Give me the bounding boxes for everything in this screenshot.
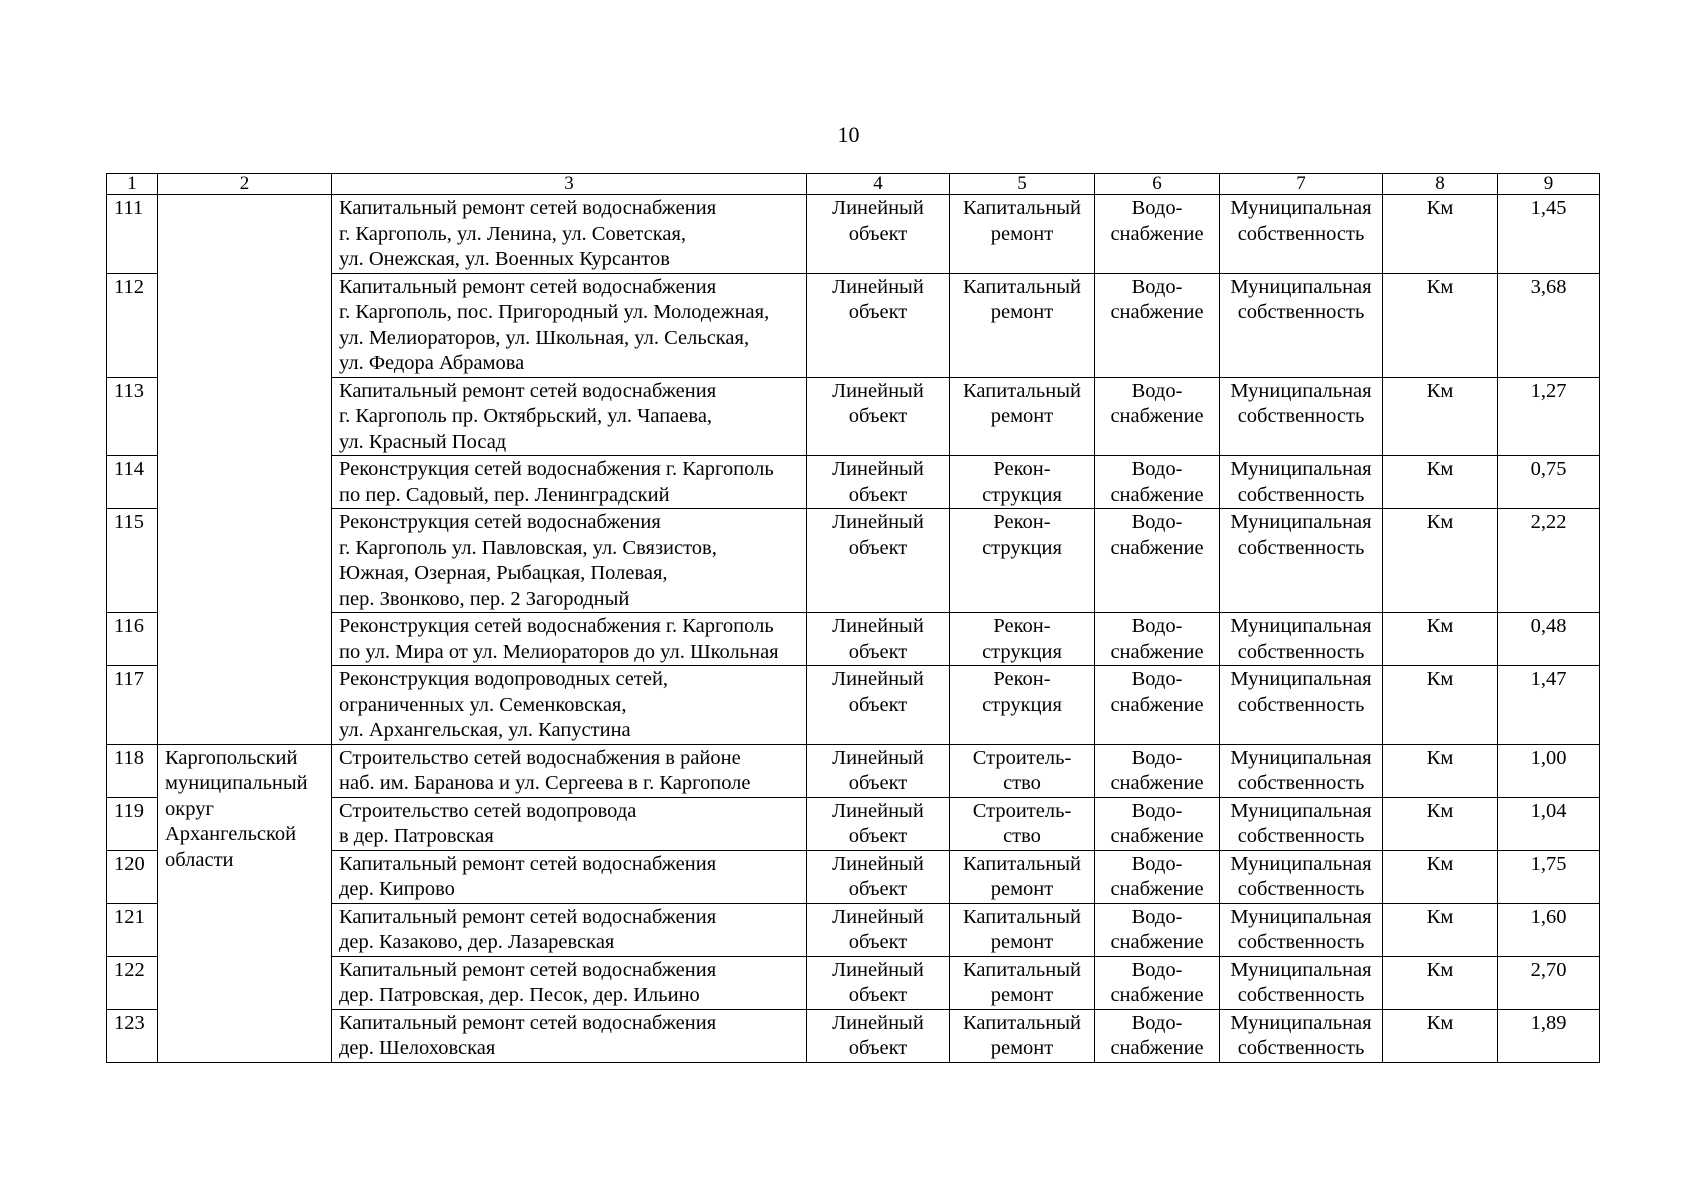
description-cell bbox=[332, 797, 807, 850]
purpose-cell bbox=[1095, 456, 1220, 509]
cell-text-line: Южная, Озерная, Рыбацкая, Полевая, bbox=[339, 562, 668, 584]
cell-text-line: собственность bbox=[1237, 483, 1365, 506]
cell-text-line: Капитальный bbox=[963, 958, 1081, 981]
cell-text-line: Рекон- bbox=[993, 511, 1051, 533]
cell-text-line: Строитель- bbox=[972, 746, 1072, 769]
cell-text-line: объект bbox=[848, 301, 908, 323]
description-cell bbox=[332, 850, 807, 903]
work-type-cell bbox=[950, 613, 1095, 666]
row-number-cell: 121 bbox=[107, 903, 158, 956]
value-cell: 2,22 bbox=[1498, 509, 1600, 613]
column-number-cell: 8 bbox=[1383, 174, 1498, 195]
cell-text-line: Водо- bbox=[1131, 852, 1183, 875]
work-type-cell bbox=[950, 273, 1095, 377]
object-type-cell bbox=[807, 1009, 950, 1062]
work-type-cell bbox=[950, 956, 1095, 1009]
cell-text-line: собственность bbox=[1237, 825, 1365, 847]
cell-text-line: снабжение bbox=[1110, 693, 1204, 716]
ownership-cell bbox=[1220, 377, 1383, 456]
cell-text-line: Муниципальная bbox=[1230, 197, 1372, 219]
description-cell bbox=[332, 744, 807, 797]
row-number-cell: 112 bbox=[107, 273, 158, 377]
cell-text-line: Капитальный bbox=[963, 905, 1081, 928]
cell-text-line: дер. Казаково, дер. Лазаревская bbox=[339, 931, 615, 953]
cell-text-line: Реконструкция сетей водоснабжения г. Каргополь bbox=[339, 615, 774, 637]
value-cell: 1,27 bbox=[1498, 377, 1600, 456]
cell-text-line: пер. Звонково, пер. 2 Загородный bbox=[339, 587, 630, 610]
cell-text-line: струкция bbox=[982, 640, 1062, 663]
cell-text-line: Водо- bbox=[1131, 511, 1183, 533]
cell-text-line: Рекон- bbox=[993, 615, 1051, 637]
row-number-cell: 119 bbox=[107, 797, 158, 850]
cell-text-line: Капитальный ремонт сетей водоснабжения bbox=[339, 1011, 717, 1034]
object-type-cell bbox=[807, 850, 950, 903]
cell-text-line: Водо- bbox=[1131, 379, 1183, 402]
cell-text-line: Водо- bbox=[1131, 615, 1183, 637]
ownership-cell bbox=[1220, 956, 1383, 1009]
unit-cell: Км bbox=[1383, 273, 1498, 377]
cell-text-line: ограниченных ул. Семенковская, bbox=[339, 693, 627, 716]
cell-text-line: объект bbox=[848, 772, 908, 794]
cell-text-line: Рекон- bbox=[993, 668, 1051, 690]
cell-text-line: Водо- bbox=[1131, 275, 1183, 298]
value-cell: 3,68 bbox=[1498, 273, 1600, 377]
ownership-cell bbox=[1220, 903, 1383, 956]
object-type-cell bbox=[807, 273, 950, 377]
object-type-cell bbox=[807, 666, 950, 745]
value-cell: 1,89 bbox=[1498, 1009, 1600, 1062]
cell-text-line: Капитальный ремонт сетей водоснабжения bbox=[339, 379, 717, 402]
object-type-cell bbox=[807, 377, 950, 456]
cell-text-line: собственность bbox=[1237, 405, 1365, 427]
cell-text-line: Водо- bbox=[1131, 799, 1183, 822]
work-type-cell bbox=[950, 509, 1095, 613]
description-cell bbox=[332, 613, 807, 666]
cell-text-line: собственность bbox=[1237, 301, 1365, 323]
work-type-cell bbox=[950, 456, 1095, 509]
cell-text-line: объект bbox=[848, 222, 908, 245]
cell-text-line: Строитель- bbox=[972, 799, 1072, 822]
cell-text-line: Капитальный ремонт сетей водоснабжения bbox=[339, 197, 717, 219]
cell-text-line: Муниципальная bbox=[1230, 668, 1372, 690]
cell-text-line: снабжение bbox=[1110, 931, 1204, 953]
description-cell bbox=[332, 456, 807, 509]
cell-text-line: Капитальный ремонт сетей водоснабжения bbox=[339, 275, 717, 298]
cell-text-line: объект bbox=[848, 483, 908, 506]
cell-text-line: собственность bbox=[1237, 984, 1365, 1006]
description-cell bbox=[332, 273, 807, 377]
value-cell: 1,60 bbox=[1498, 903, 1600, 956]
cell-text-line: Линейный bbox=[832, 275, 924, 298]
value-cell: 2,70 bbox=[1498, 956, 1600, 1009]
unit-cell: Км bbox=[1383, 613, 1498, 666]
cell-text-line: Муниципальная bbox=[1230, 852, 1372, 875]
cell-text-line: объект bbox=[848, 536, 908, 559]
cell-text-line: дер. Шелоховская bbox=[339, 1037, 496, 1059]
purpose-cell bbox=[1095, 195, 1220, 274]
cell-text-line: ство bbox=[1003, 772, 1041, 794]
column-number-cell: 4 bbox=[807, 174, 950, 195]
cell-text-line: округ bbox=[165, 797, 214, 820]
cell-text-line: собственность bbox=[1237, 772, 1365, 794]
work-type-cell bbox=[950, 850, 1095, 903]
cell-text-line: собственность bbox=[1237, 693, 1365, 716]
column-number-cell: 6 bbox=[1095, 174, 1220, 195]
cell-text-line: собственность bbox=[1237, 222, 1365, 245]
cell-text-line: Водо- bbox=[1131, 958, 1183, 981]
unit-cell: Км bbox=[1383, 744, 1498, 797]
cell-text-line: ул. Архангельская, ул. Капустина bbox=[339, 719, 631, 741]
cell-text-line: г. Каргополь пр. Октябрьский, ул. Чапаева, bbox=[339, 405, 713, 427]
cell-text-line: дер. Кипрово bbox=[339, 878, 455, 900]
objects-table bbox=[106, 173, 1600, 1063]
cell-text-line: Муниципальная bbox=[1230, 799, 1372, 822]
description-cell bbox=[332, 1009, 807, 1062]
purpose-cell bbox=[1095, 956, 1220, 1009]
value-cell: 1,47 bbox=[1498, 666, 1600, 745]
description-cell bbox=[332, 666, 807, 745]
ownership-cell bbox=[1220, 613, 1383, 666]
object-type-cell bbox=[807, 956, 950, 1009]
table-row bbox=[107, 195, 1600, 274]
page-number: 10 bbox=[837, 122, 860, 147]
cell-text-line: Водо- bbox=[1131, 746, 1183, 769]
purpose-cell bbox=[1095, 797, 1220, 850]
cell-text-line: струкция bbox=[982, 693, 1062, 716]
value-cell: 1,75 bbox=[1498, 850, 1600, 903]
cell-text-line: Рекон- bbox=[993, 458, 1051, 480]
ownership-cell bbox=[1220, 509, 1383, 613]
description-cell bbox=[332, 956, 807, 1009]
cell-text-line: Линейный bbox=[832, 458, 924, 480]
work-type-cell bbox=[950, 377, 1095, 456]
cell-text-line: объект bbox=[848, 405, 908, 427]
cell-text-line: Линейный bbox=[832, 905, 924, 928]
cell-text-line: снабжение bbox=[1110, 772, 1204, 794]
cell-text-line: Линейный bbox=[832, 379, 924, 402]
object-type-cell bbox=[807, 744, 950, 797]
cell-text-line: Архангельской bbox=[165, 823, 297, 845]
purpose-cell bbox=[1095, 273, 1220, 377]
purpose-cell bbox=[1095, 666, 1220, 745]
table-body bbox=[107, 174, 1600, 1063]
ownership-cell bbox=[1220, 797, 1383, 850]
work-type-cell bbox=[950, 903, 1095, 956]
purpose-cell bbox=[1095, 377, 1220, 456]
cell-text-line: Муниципальная bbox=[1230, 458, 1372, 480]
district-cell-empty bbox=[158, 195, 332, 745]
cell-text-line: Капитальный bbox=[963, 197, 1081, 219]
description-cell bbox=[332, 377, 807, 456]
cell-text-line: снабжение bbox=[1110, 984, 1204, 1006]
unit-cell: Км bbox=[1383, 1009, 1498, 1062]
column-number-cell: 5 bbox=[950, 174, 1095, 195]
cell-text-line: ул. Мелиораторов, ул. Школьная, ул. Сельская, bbox=[339, 326, 750, 349]
cell-text-line: Водо- bbox=[1131, 458, 1183, 480]
district-cell bbox=[158, 744, 332, 1062]
purpose-cell bbox=[1095, 903, 1220, 956]
cell-text-line: объект bbox=[848, 825, 908, 847]
cell-text-line: снабжение bbox=[1110, 536, 1204, 559]
cell-text-line: Реконструкция водопроводных сетей, bbox=[339, 668, 669, 690]
purpose-cell bbox=[1095, 744, 1220, 797]
cell-text-line: Водо- bbox=[1131, 197, 1183, 219]
ownership-cell bbox=[1220, 1009, 1383, 1062]
cell-text-line: по пер. Садовый, пер. Ленинградский bbox=[339, 483, 670, 506]
cell-text-line: области bbox=[165, 848, 234, 871]
cell-text-line: собственность bbox=[1237, 536, 1365, 559]
object-type-cell bbox=[807, 903, 950, 956]
cell-text-line: Реконструкция сетей водоснабжения г. Каргополь bbox=[339, 458, 774, 480]
row-number-cell: 116 bbox=[107, 613, 158, 666]
ownership-cell bbox=[1220, 666, 1383, 745]
cell-text-line: снабжение bbox=[1110, 825, 1204, 847]
column-number-cell: 1 bbox=[107, 174, 158, 195]
unit-cell: Км bbox=[1383, 377, 1498, 456]
cell-text-line: дер. Патровская, дер. Песок, дер. Ильино bbox=[339, 984, 700, 1006]
value-cell: 1,00 bbox=[1498, 744, 1600, 797]
unit-cell: Км bbox=[1383, 797, 1498, 850]
column-number-cell: 7 bbox=[1220, 174, 1383, 195]
cell-text-line: Муниципальная bbox=[1230, 905, 1372, 928]
column-number-row bbox=[107, 174, 1600, 195]
cell-text-line: Муниципальная bbox=[1230, 1011, 1372, 1034]
cell-text-line: Водо- bbox=[1131, 668, 1183, 690]
cell-text-line: Линейный bbox=[832, 1011, 924, 1034]
cell-text-line: собственность bbox=[1237, 1037, 1365, 1059]
cell-text-line: ул. Красный Посад bbox=[339, 430, 507, 453]
cell-text-line: Водо- bbox=[1131, 1011, 1183, 1034]
cell-text-line: Строительство сетей водопровода bbox=[339, 799, 637, 822]
cell-text-line: Муниципальная bbox=[1230, 379, 1372, 402]
cell-text-line: ремонт bbox=[990, 301, 1054, 323]
cell-text-line: Муниципальная bbox=[1230, 275, 1372, 298]
cell-text-line: Муниципальная bbox=[1230, 746, 1372, 769]
row-number-cell: 111 bbox=[107, 195, 158, 274]
cell-text-line: наб. им. Баранова и ул. Сергеева в г. Каргополе bbox=[339, 772, 751, 794]
cell-text-line: Капитальный ремонт сетей водоснабжения bbox=[339, 905, 717, 928]
cell-text-line: Строительство сетей водоснабжения в районе bbox=[339, 746, 741, 769]
cell-text-line: ремонт bbox=[990, 931, 1054, 953]
work-type-cell bbox=[950, 666, 1095, 745]
cell-text-line: по ул. Мира от ул. Мелиораторов до ул. Школьная bbox=[339, 640, 779, 663]
cell-text-line: Капитальный bbox=[963, 275, 1081, 298]
ownership-cell bbox=[1220, 273, 1383, 377]
cell-text-line: Капитальный bbox=[963, 379, 1081, 402]
value-cell: 0,48 bbox=[1498, 613, 1600, 666]
cell-text-line: ремонт bbox=[990, 1037, 1054, 1059]
cell-text-line: Линейный bbox=[832, 852, 924, 875]
work-type-cell bbox=[950, 797, 1095, 850]
purpose-cell bbox=[1095, 850, 1220, 903]
cell-text-line: собственность bbox=[1237, 640, 1365, 663]
cell-text-line: ул. Федора Абрамова bbox=[339, 352, 525, 374]
cell-text-line: Капитальный ремонт сетей водоснабжения bbox=[339, 958, 717, 981]
column-number-cell: 3 bbox=[332, 174, 807, 195]
value-cell: 0,75 bbox=[1498, 456, 1600, 509]
column-number-cell: 9 bbox=[1498, 174, 1600, 195]
cell-text-line: ремонт bbox=[990, 878, 1054, 900]
cell-text-line: Муниципальная bbox=[1230, 615, 1372, 637]
cell-text-line: Линейный bbox=[832, 511, 924, 533]
cell-text-line: собственность bbox=[1237, 878, 1365, 900]
cell-text-line: снабжение bbox=[1110, 878, 1204, 900]
object-type-cell bbox=[807, 456, 950, 509]
unit-cell: Км bbox=[1383, 509, 1498, 613]
ownership-cell bbox=[1220, 850, 1383, 903]
purpose-cell bbox=[1095, 613, 1220, 666]
value-cell: 1,45 bbox=[1498, 195, 1600, 274]
object-type-cell bbox=[807, 195, 950, 274]
cell-text-line: г. Каргополь, пос. Пригородный ул. Молодежная, bbox=[339, 301, 770, 323]
cell-text-line: Водо- bbox=[1131, 905, 1183, 928]
cell-text-line: Линейный bbox=[832, 197, 924, 219]
cell-text-line: снабжение bbox=[1110, 483, 1204, 506]
cell-text-line: объект bbox=[848, 640, 908, 663]
ownership-cell bbox=[1220, 456, 1383, 509]
cell-text-line: снабжение bbox=[1110, 222, 1204, 245]
cell-text-line: объект bbox=[848, 931, 908, 953]
cell-text-line: снабжение bbox=[1110, 405, 1204, 427]
cell-text-line: ремонт bbox=[990, 984, 1054, 1006]
column-number-cell: 2 bbox=[158, 174, 332, 195]
unit-cell: Км bbox=[1383, 956, 1498, 1009]
ownership-cell bbox=[1220, 744, 1383, 797]
cell-text-line: объект bbox=[848, 693, 908, 716]
purpose-cell bbox=[1095, 1009, 1220, 1062]
cell-text-line: объект bbox=[848, 1037, 908, 1059]
row-number-cell: 118 bbox=[107, 744, 158, 797]
cell-text-line: объект bbox=[848, 984, 908, 1006]
work-type-cell bbox=[950, 744, 1095, 797]
cell-text-line: Линейный bbox=[832, 668, 924, 690]
object-type-cell bbox=[807, 797, 950, 850]
cell-text-line: ремонт bbox=[990, 222, 1054, 245]
object-type-cell bbox=[807, 509, 950, 613]
cell-text-line: муниципальный bbox=[165, 772, 308, 794]
cell-text-line: струкция bbox=[982, 536, 1062, 559]
row-number-cell: 113 bbox=[107, 377, 158, 456]
unit-cell: Км bbox=[1383, 903, 1498, 956]
row-number-cell: 115 bbox=[107, 509, 158, 613]
cell-text-line: ул. Онежская, ул. Военных Курсантов bbox=[339, 248, 670, 270]
cell-text-line: ство bbox=[1003, 825, 1041, 847]
cell-text-line: Капитальный ремонт сетей водоснабжения bbox=[339, 852, 717, 875]
cell-text-line: Муниципальная bbox=[1230, 511, 1372, 533]
cell-text-line: Линейный bbox=[832, 799, 924, 822]
unit-cell: Км bbox=[1383, 850, 1498, 903]
cell-text-line: в дер. Патровская bbox=[339, 825, 494, 847]
ownership-cell bbox=[1220, 195, 1383, 274]
description-cell bbox=[332, 903, 807, 956]
unit-cell: Км bbox=[1383, 456, 1498, 509]
cell-text-line: Капитальный bbox=[963, 852, 1081, 875]
cell-text-line: Каргопольский bbox=[165, 746, 298, 769]
cell-text-line: собственность bbox=[1237, 931, 1365, 953]
cell-text-line: снабжение bbox=[1110, 301, 1204, 323]
row-number-cell: 122 bbox=[107, 956, 158, 1009]
cell-text-line: г. Каргополь ул. Павловская, ул. Связистов, bbox=[339, 536, 717, 559]
unit-cell: Км bbox=[1383, 195, 1498, 274]
table-row bbox=[107, 744, 1600, 797]
cell-text-line: снабжение bbox=[1110, 640, 1204, 663]
object-type-cell bbox=[807, 613, 950, 666]
cell-text-line: Линейный bbox=[832, 958, 924, 981]
row-number-cell: 117 bbox=[107, 666, 158, 745]
cell-text-line: ремонт bbox=[990, 405, 1054, 427]
cell-text-line: Линейный bbox=[832, 615, 924, 637]
value-cell: 1,04 bbox=[1498, 797, 1600, 850]
purpose-cell bbox=[1095, 509, 1220, 613]
cell-text-line: Реконструкция сетей водоснабжения bbox=[339, 511, 661, 533]
work-type-cell bbox=[950, 195, 1095, 274]
cell-text-line: г. Каргополь, ул. Ленина, ул. Советская, bbox=[339, 222, 686, 245]
row-number-cell: 120 bbox=[107, 850, 158, 903]
row-number-cell: 114 bbox=[107, 456, 158, 509]
cell-text-line: объект bbox=[848, 878, 908, 900]
cell-text-line: снабжение bbox=[1110, 1037, 1204, 1059]
unit-cell: Км bbox=[1383, 666, 1498, 745]
cell-text-line: Муниципальная bbox=[1230, 958, 1372, 981]
row-number-cell: 123 bbox=[107, 1009, 158, 1062]
cell-text-line: Линейный bbox=[832, 746, 924, 769]
cell-text-line: струкция bbox=[982, 483, 1062, 506]
work-type-cell bbox=[950, 1009, 1095, 1062]
description-cell bbox=[332, 195, 807, 274]
description-cell bbox=[332, 509, 807, 613]
cell-text-line: Капитальный bbox=[963, 1011, 1081, 1034]
